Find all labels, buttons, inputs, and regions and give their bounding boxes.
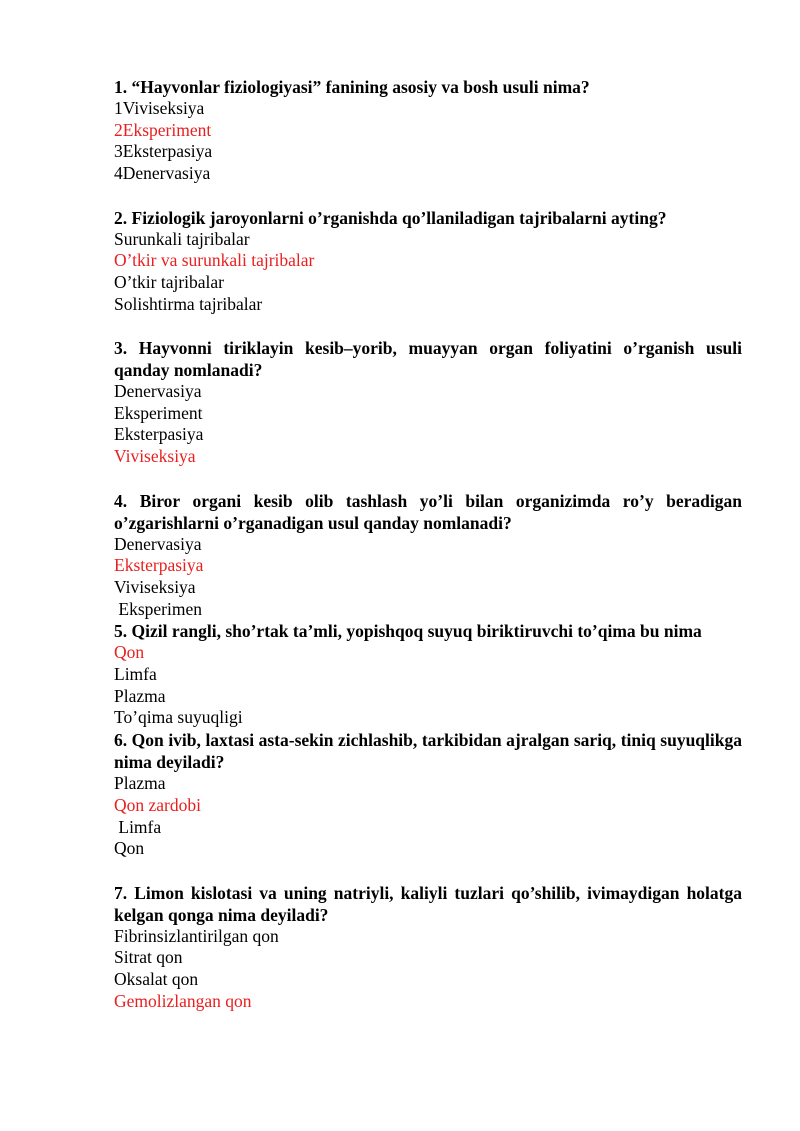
question-block [114, 490, 742, 621]
question-block [114, 729, 742, 882]
answer-option: Eksperiment [114, 402, 203, 423]
question-title: 3. Hayvonni tiriklayin kesib–yorib, muayyan organ foliyatini o’rganish usuli qanday nomlanadi? [114, 338, 742, 380]
blank-line [114, 315, 742, 337]
answer-option: Oksalat qon [114, 969, 199, 990]
question-title: 2. Fiziologik jaroyonlarni o’rganishda qo’llaniladigan tajribalarni ayting? [114, 207, 667, 228]
question-block [114, 337, 742, 490]
question-title: 1. “Hayvonlar fiziologiyasi” fanining asosiy va bosh usuli nima? [114, 77, 590, 97]
answer-option-correct: Gemolizlangan qon [114, 990, 252, 1011]
answer-option: Limfa [114, 816, 162, 837]
question-title: 5. Qizil rangli, sho’rtak ta’mli, yopishqoq suyuq biriktiruvchi to’qima bu nima [114, 621, 702, 642]
answer-option-correct: Viviseksiya [114, 446, 196, 467]
answer-option: Viviseksiya [114, 576, 196, 597]
answer-option-correct: Qon zardobi [114, 794, 201, 815]
question-block [114, 620, 742, 729]
answer-option: 3Eksterpasiya [114, 141, 213, 162]
answer-option: Denervasiya [114, 533, 202, 554]
answer-option: Solishtirma tajribalar [114, 293, 263, 314]
answer-option-correct: 2Eksperiment [114, 119, 212, 140]
answer-option: Qon [114, 838, 145, 859]
question-block [114, 76, 742, 207]
answer-option: Limfa [114, 664, 157, 685]
blank-line [114, 185, 742, 207]
answer-option: 1Viviseksiya [114, 98, 205, 118]
document-page [114, 76, 742, 1012]
question-block [114, 207, 742, 338]
answer-option: Fibrinsizlantirilgan qon [114, 925, 279, 946]
answer-option: Plazma [114, 685, 166, 706]
answer-option: 4Denervasiya [114, 163, 211, 184]
answer-option-correct: Eksterpasiya [114, 555, 204, 576]
answer-option: Surunkali tajribalar [114, 228, 250, 249]
question-title: 4. Biror organi kesib olib tashlash yo’li bilan organizimda ro’y beradigan o’zgarishlarni o’rganadigan usul qanday nomlanadi? [114, 490, 742, 533]
answer-option: Plazma [114, 773, 166, 794]
answer-option: Denervasiya [114, 381, 202, 401]
question-block [114, 882, 742, 1013]
question-title: 7. Limon kislotasi va uning natriyli, kaliyli tuzlari qo’shilib, ivimaydigan holatga kelgan qonga nima deyiladi? [114, 882, 742, 925]
answer-option: To’qima suyuqligi [114, 707, 243, 728]
answer-option-correct: Qon [114, 642, 145, 663]
blank-line [114, 468, 742, 490]
answer-option: O’tkir tajribalar [114, 271, 224, 292]
answer-option: Eksterpasiya [114, 424, 204, 445]
answer-option-correct: O’tkir va surunkali tajribalar [114, 250, 315, 271]
blank-line [114, 860, 742, 882]
answer-option: Eksperimen [114, 598, 202, 619]
question-title: 6. Qon ivib, laxtasi asta-sekin zichlashib, tarkibidan ajralgan sariq, tiniq suyuqlikga nima deyiladi? [114, 730, 742, 773]
answer-option: Sitrat qon [114, 947, 183, 968]
